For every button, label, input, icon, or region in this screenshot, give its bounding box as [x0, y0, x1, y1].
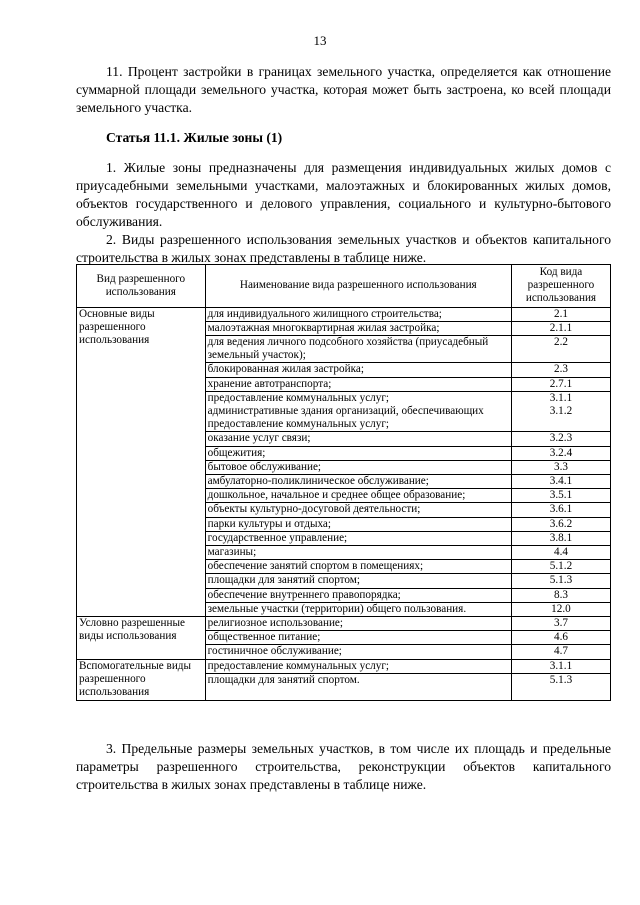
use-name: для ведения личного подсобного хозяйства (приусадебный земельный участок);	[205, 336, 511, 363]
use-code: 2.3	[511, 363, 610, 377]
use-code: 4.6	[511, 631, 610, 645]
use-name: для индивидуального жилищного строительства;	[205, 307, 511, 321]
use-name: предоставление коммунальных услуг;	[205, 391, 511, 405]
table-row	[77, 617, 611, 631]
use-code: 3.2.3	[511, 432, 610, 446]
header-code: Код вида разрешенного использования	[511, 265, 610, 308]
use-name: блокированная жилая застройка;	[205, 363, 511, 377]
use-name: объекты культурно-досуговой деятельности;	[205, 503, 511, 517]
use-code: 3.8.1	[511, 531, 610, 545]
use-code: 2.7.1	[511, 377, 610, 391]
use-name: предоставление коммунальных услуг;	[205, 659, 511, 673]
use-code: 4.7	[511, 645, 610, 659]
category-main: Основные виды разрешенного использования	[77, 307, 206, 616]
category-conditional: Условно разрешенные виды использования	[77, 617, 206, 660]
use-code: 3.5.1	[511, 489, 610, 503]
header-kind: Вид разрешенного использования	[77, 265, 206, 308]
use-code: 2.1.1	[511, 321, 610, 335]
use-code: 3.1.1	[511, 391, 610, 405]
use-name: амбулаторно-поликлиническое обслуживание;	[205, 475, 511, 489]
use-name: общежития;	[205, 446, 511, 460]
use-name: административные здания организаций, обеспечивающих предоставление коммунальных услуг;	[205, 405, 511, 432]
article-heading: Статья 11.1. Жилые зоны (1)	[106, 130, 283, 145]
use-name: бытовое обслуживание;	[205, 460, 511, 474]
use-name: земельные участки (территории) общего пользования.	[205, 602, 511, 616]
use-name: площадки для занятий спортом;	[205, 574, 511, 588]
use-name: оказание услуг связи;	[205, 432, 511, 446]
table-header-row	[77, 265, 611, 308]
paragraph-11: 11. Процент застройки в границах земельного участка, определяется как отношение суммарной площади земельного участка, которая может быть застроена, ко всей площади земельного участка.	[76, 64, 611, 115]
paragraph-2: 2. Виды разрешенного использования земельных участков и объектов капитального строительства в жилых зонах представлены в таблице ниже.	[76, 232, 611, 265]
paragraph-1: 1. Жилые зоны предназначены для размещения индивидуальных жилых домов с приусадебными земельными участками, малоэтажных и блокированных жилых домов, объектов государственного и делового управления, социального и культурно-бытового обслуживания.	[76, 160, 611, 229]
use-name: обеспечение занятий спортом в помещениях;	[205, 560, 511, 574]
use-code: 4.4	[511, 546, 610, 560]
use-code: 3.6.1	[511, 503, 610, 517]
use-code: 3.2.4	[511, 446, 610, 460]
use-code: 2.2	[511, 336, 610, 363]
use-code: 3.4.1	[511, 475, 610, 489]
use-name: гостиничное обслуживание;	[205, 645, 511, 659]
use-name: малоэтажная многоквартирная жилая застройка;	[205, 321, 511, 335]
use-code: 8.3	[511, 588, 610, 602]
use-name: магазины;	[205, 546, 511, 560]
category-auxiliary: Вспомогательные виды разрешенного использования	[77, 659, 206, 700]
use-code: 3.7	[511, 617, 610, 631]
use-code: 3.3	[511, 460, 610, 474]
page-number: 13	[313, 33, 327, 48]
use-name: государственное управление;	[205, 531, 511, 545]
use-name: религиозное использование;	[205, 617, 511, 631]
use-code: 5.1.3	[511, 673, 610, 700]
use-name: площадки для занятий спортом.	[205, 673, 511, 700]
use-name: дошкольное, начальное и среднее общее образование;	[205, 489, 511, 503]
use-code: 3.1.1	[511, 659, 610, 673]
use-code: 12.0	[511, 602, 610, 616]
use-name: общественное питание;	[205, 631, 511, 645]
paragraph-3: 3. Предельные размеры земельных участков, в том числе их площадь и предельные параметры разрешенного строительства, реконструкции объектов капитального строительства в жилых зонах представлены в таблице ниже.	[76, 741, 611, 792]
table-row	[77, 307, 611, 321]
table-row	[77, 659, 611, 673]
use-name: парки культуры и отдыха;	[205, 517, 511, 531]
use-code: 2.1	[511, 307, 610, 321]
use-name: обеспечение внутреннего правопорядка;	[205, 588, 511, 602]
use-code: 5.1.2	[511, 560, 610, 574]
use-code: 5.1.3	[511, 574, 610, 588]
use-code: 3.6.2	[511, 517, 610, 531]
header-name: Наименование вида разрешенного использования	[205, 265, 511, 308]
land-use-table	[76, 264, 611, 701]
use-name: хранение автотранспорта;	[205, 377, 511, 391]
use-code: 3.1.2	[511, 405, 610, 432]
